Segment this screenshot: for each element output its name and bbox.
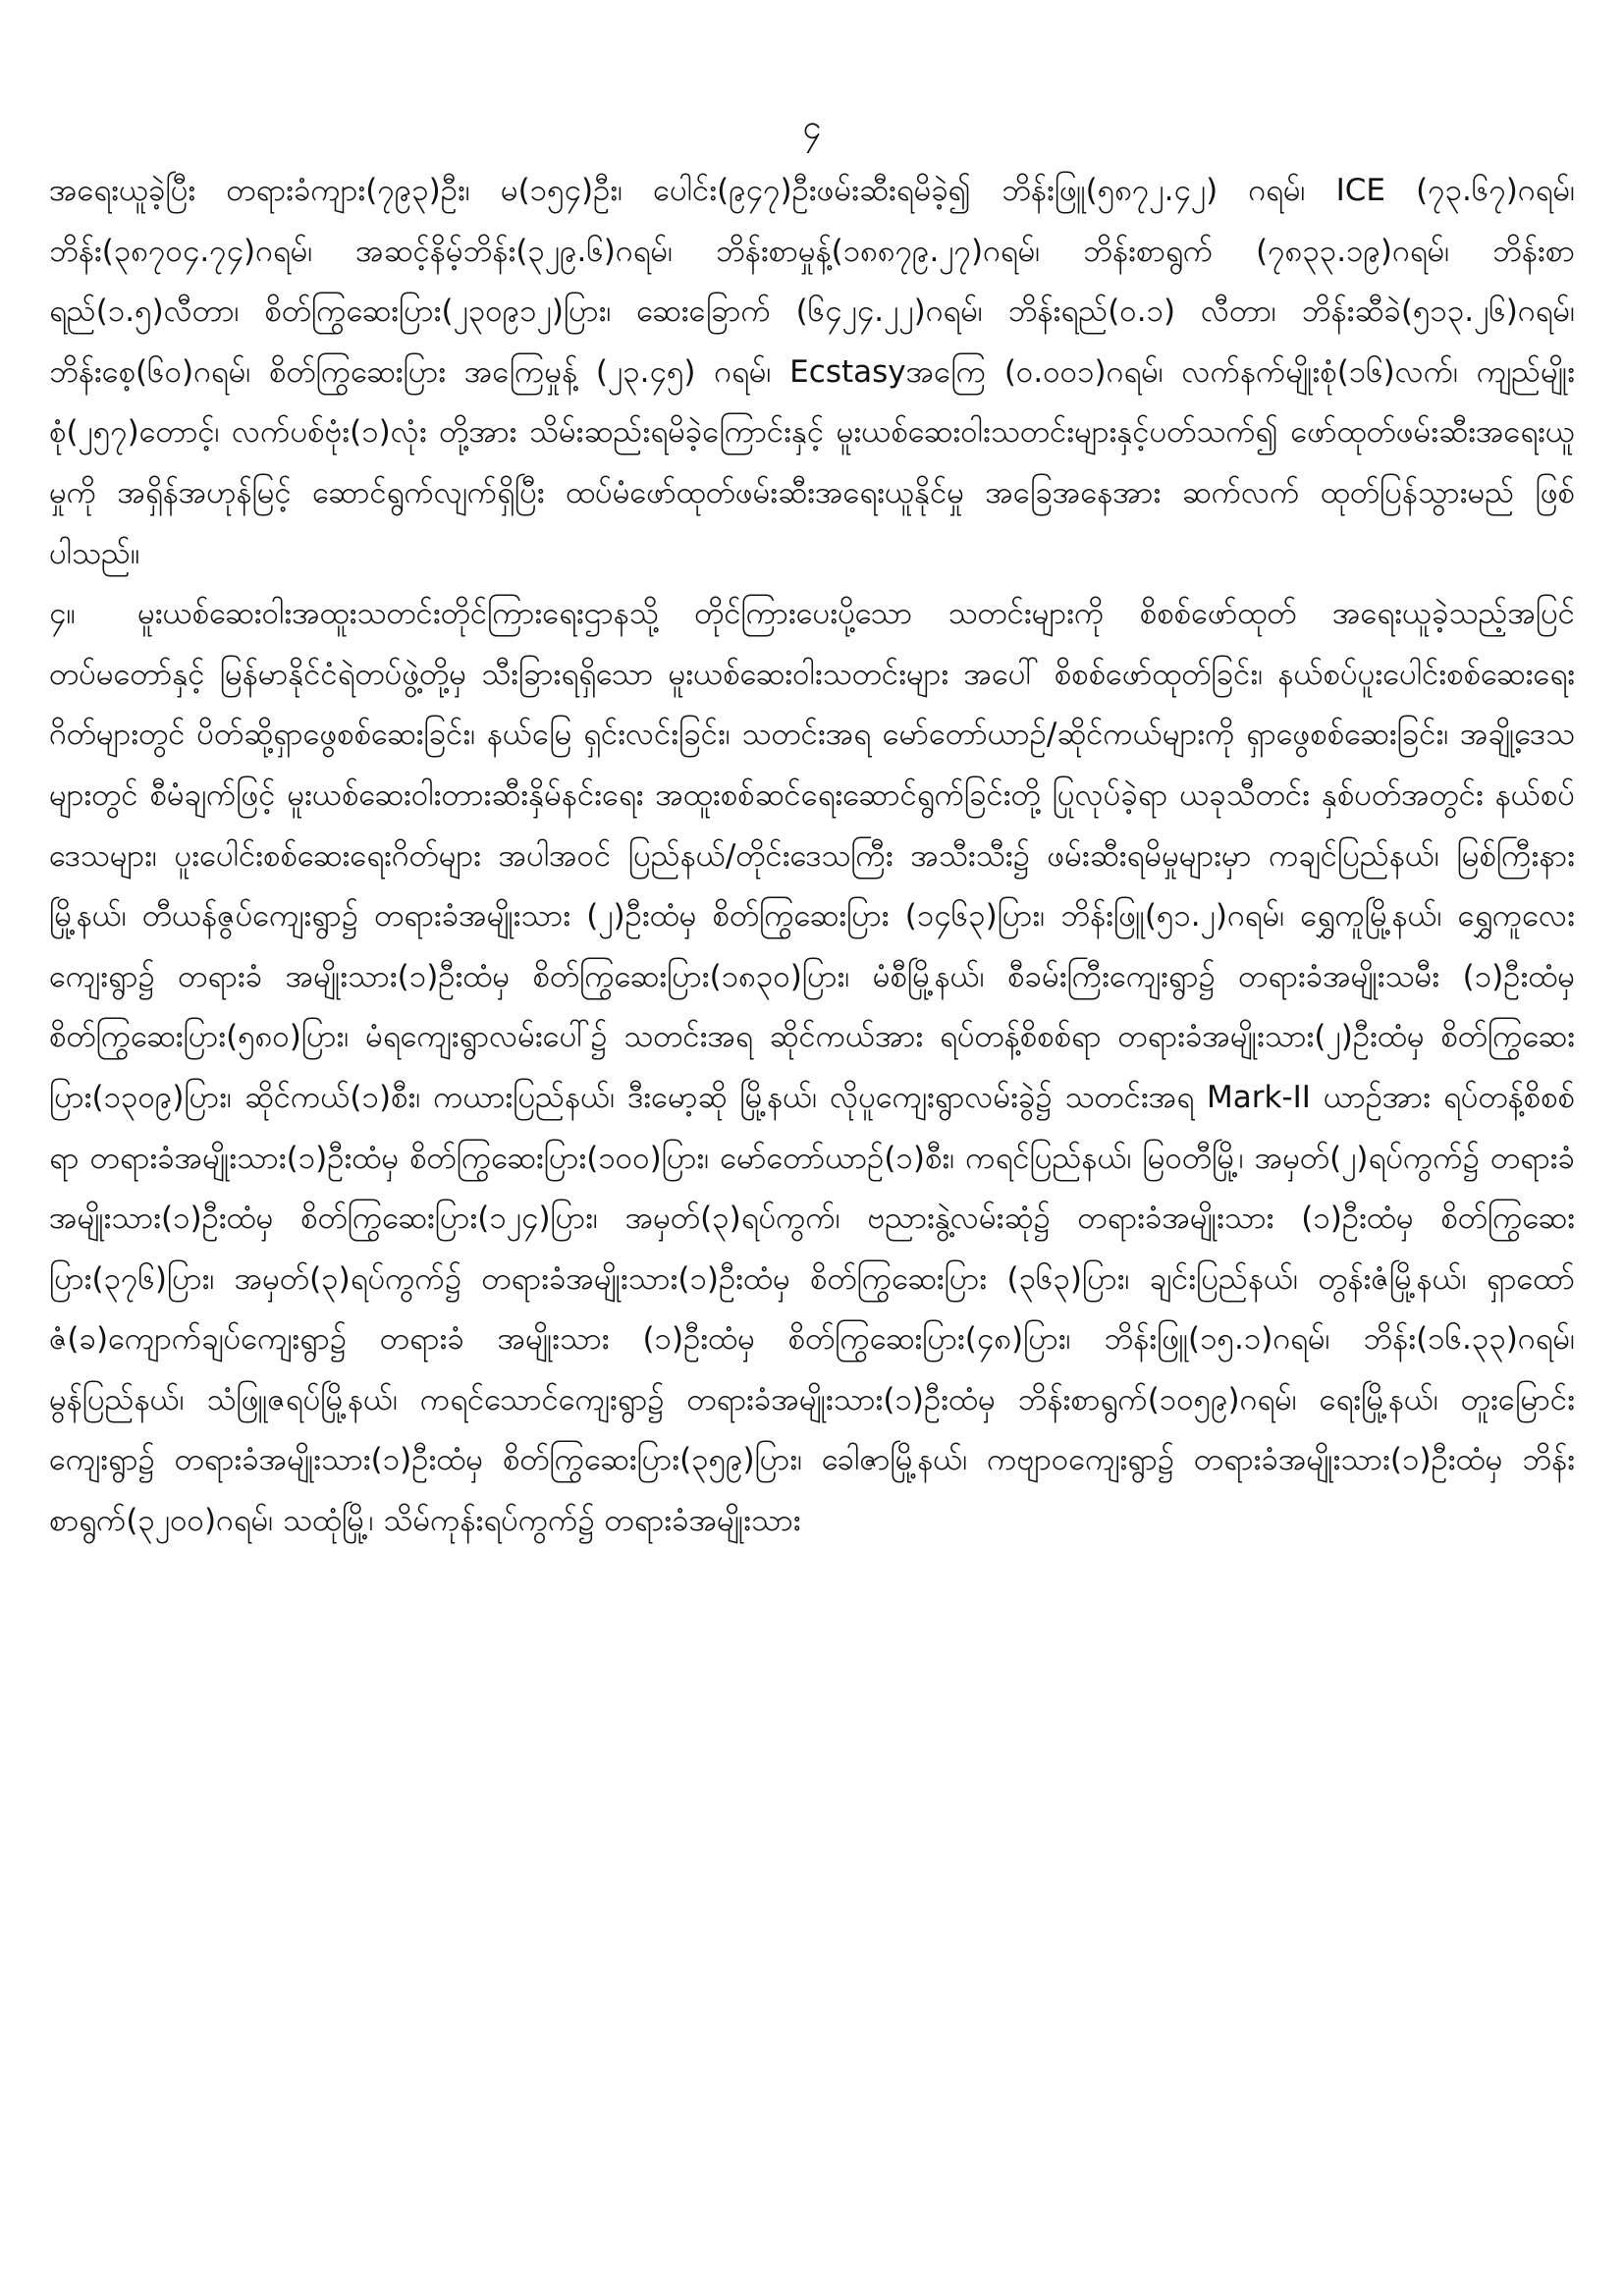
paragraph-4 bbox=[49, 584, 1575, 1552]
page-number: ၄ bbox=[802, 108, 822, 147]
paragraph-number: ၄။ bbox=[49, 596, 76, 632]
paragraph-4-text: မူးယစ်ဆေးဝါးအထူးသတင်းတိုင်ကြားရေးဌာနသို့ တိုင်ကြားပေးပို့သော သတင်းများကို စိစစ်ဖော်ထုတ် အရေးယူခဲ့သည့်အပြင် တပ်မတော်နှင့် မြန်မာနိုင်ငံရဲတပ်ဖွဲ့တို့မှ သီးခြားရရှိသော မူးယစ်ဆေးဝါးသတင်းများ အပေါ် စိစစ်ဖော်ထုတ်ခြင်း၊ နယ်စပ်ပူးပေါင်းစစ်ဆေးရေးဂိတ်များတွင် ပိတ်ဆို့ရှာဖွေစစ်ဆေးခြင်း၊ နယ်မြေ ရှင်းလင်းခြင်း၊ သတင်းအရ မော်တော်ယာဉ်/ဆိုင်ကယ်များကို ရှာဖွေစစ်ဆေးခြင်း၊ အချို့ဒေသများတွင် စီမံချက်ဖြင့် မူးယစ်ဆေးဝါးတားဆီးနှိမ်နင်းရေး အထူးစစ်ဆင်ရေးဆောင်ရွက်ခြင်းတို့ ပြုလုပ်ခဲ့ရာ ယခုသီတင်း နှစ်ပတ်အတွင်း နယ်စပ်ဒေသများ၊ ပူးပေါင်းစစ်ဆေးရေးဂိတ်များ အပါအဝင် ပြည်နယ်/တိုင်းဒေသကြီး အသီးသီး၌ ဖမ်းဆီးရမိမှုများမှာ ကချင်ပြည်နယ်၊ မြစ်ကြီးနားမြို့နယ်၊ တီယန်ဇွပ်ကျေးရွာ၌ တရားခံအမျိုးသား (၂)ဦးထံမှ စိတ်ကြွဆေးပြား (၁၄၆၃)ပြား၊ ဘိန်းဖြူ(၅၁.၂)ဂရမ်၊ ရွှေကူမြို့နယ်၊ ရွှေကူလေးကျေးရွာ၌ တရားခံ အမျိုးသား(၁)ဦးထံမှ စိတ်ကြွဆေးပြား(၁၈၃၀)ပြား၊ မံစီမြို့နယ်၊ စီခမ်းကြီးကျေးရွာ၌ တရားခံအမျိုးသမီး (၁)ဦးထံမှ စိတ်ကြွဆေးပြား(၅၈၀)ပြား၊ မံရကျေးရွာလမ်းပေါ်၌ သတင်းအရ ဆိုင်ကယ်အား ရပ်တန့်စိစစ်ရာ တရားခံအမျိုးသား(၂)ဦးထံမှ စိတ်ကြွဆေးပြား(၁၃၀၉)ပြား၊ ဆိုင်ကယ်(၁)စီး၊ ကယားပြည်နယ်၊ ဒီးမော့ဆို မြို့နယ်၊ လိုပူကျေးရွာလမ်းခွဲ၌ သတင်းအရ Mark-II ယာဉ်အား ရပ်တန့်စိစစ်ရာ တရားခံအမျိုးသား(၁)ဦးထံမှ စိတ်ကြွဆေးပြား(၁၀၀)ပြား၊ မော်တော်ယာဉ်(၁)စီး၊ ကရင်ပြည်နယ်၊ မြဝတီမြို့၊ အမှတ်(၂)ရပ်ကွက်၌ တရားခံ အမျိုးသား(၁)ဦးထံမှ စိတ်ကြွဆေးပြား(၁၂၄)ပြား၊ အမှတ်(၃)ရပ်ကွက်၊ ဗညားနွဲ့လမ်းဆုံ၌ တရားခံအမျိုးသား (၁)ဦးထံမှ စိတ်ကြွဆေးပြား(၃၇၆)ပြား၊ အမှတ်(၃)ရပ်ကွက်၌ တရားခံအမျိုးသား(၁)ဦးထံမှ စိတ်ကြွဆေးပြား (၃၆၃)ပြား၊ ချင်းပြည်နယ်၊ တွန်းဇံမြို့နယ်၊ ရှာထော်ဇံ(ခ)ကျောက်ချပ်ကျေးရွာ၌ တရားခံ အမျိုးသား (၁)ဦးထံမှ စိတ်ကြွဆေးပြား(၄၈)ပြား၊ ဘိန်းဖြူ(၁၅.၁)ဂရမ်၊ ဘိန်း(၁၆.၃၃)ဂရမ်၊ မွန်ပြည်နယ်၊ သံဖြူဇရပ်မြို့နယ်၊ ကရင်သောင်ကျေးရွာ၌ တရားခံအမျိုးသား(၁)ဦးထံမှ ဘိန်းစာရွက်(၁၀၅၉)ဂရမ်၊ ရေးမြို့နယ်၊ တူးမြောင်း ကျေးရွာ၌ တရားခံအမျိုးသား(၁)ဦးထံမှ စိတ်ကြွဆေးပြား(၃၅၉)ပြား၊ ခေါဇာမြို့နယ်၊ ကဗျာဝကျေးရွာ၌ တရားခံအမျိုးသား(၁)ဦးထံမှ ဘိန်းစာရွက်(၃၂၀၀)ဂရမ်၊ သထုံမြို့၊ သိမ်ကုန်းရပ်ကွက်၌ တရားခံအမျိုးသား bbox=[49, 596, 1575, 1539]
paragraph-continuation: အရေးယူခဲ့ပြီး တရားခံကျား(၇၉၃)ဦး၊ မ(၁၅၄)ဦး၊ ပေါင်း(၉၄၇)ဦးဖမ်းဆီးရမိခဲ့၍ ဘိန်းဖြူ(၅၈၇၂.၄၂) ဂရမ်၊ ICE (၇၃.၆၇)ဂရမ်၊ ဘိန်း(၃၈၇၀၄.၇၄)ဂရမ်၊ အဆင့်နိမ့်ဘိန်း(၃၂၉.၆)ဂရမ်၊ ဘိန်းစာမှုန့်(၁၈၈၇၉.၂၇)ဂရမ်၊ ဘိန်းစာရွက် (၇၈၃၃.၁၉)ဂရမ်၊ ဘိန်းစာရည်(၁.၅)လီတာ၊ စိတ်ကြွဆေးပြား(၂၃၀၉၁၂)ပြား၊ ဆေးခြောက် (၆၄၂၄.၂၂)ဂရမ်၊ ဘိန်းရည်(၀.၁) လီတာ၊ ဘိန်းဆီခဲ(၅၁၃.၂၆)ဂရမ်၊ ဘိန်းစေ့(၆၀)ဂရမ်၊ စိတ်ကြွဆေးပြား အကြေမှုန့် (၂၃.၄၅) ဂရမ်၊ Ecstasyအကြေ (၀.၀၀၁)ဂရမ်၊ လက်နက်မျိုးစုံ(၁၆)လက်၊ ကျည်မျိုးစုံ(၂၅၇)တောင့်၊ လက်ပစ်ဗုံး(၁)လုံး တို့အား သိမ်းဆည်းရမိခဲ့ကြောင်းနှင့် မူးယစ်ဆေးဝါးသတင်းများနှင့်ပတ်သက်၍ ဖော်ထုတ်ဖမ်းဆီးအရေးယူမှုကို အရှိန်အဟုန်မြင့် ဆောင်ရွက်လျက်ရှိပြီး ထပ်မံဖော်ထုတ်ဖမ်းဆီးအရေးယူနိုင်မှု အခြေအနေအား ဆက်လက် ထုတ်ပြန်သွားမည် ဖြစ်ပါသည်။ bbox=[49, 173, 1575, 571]
